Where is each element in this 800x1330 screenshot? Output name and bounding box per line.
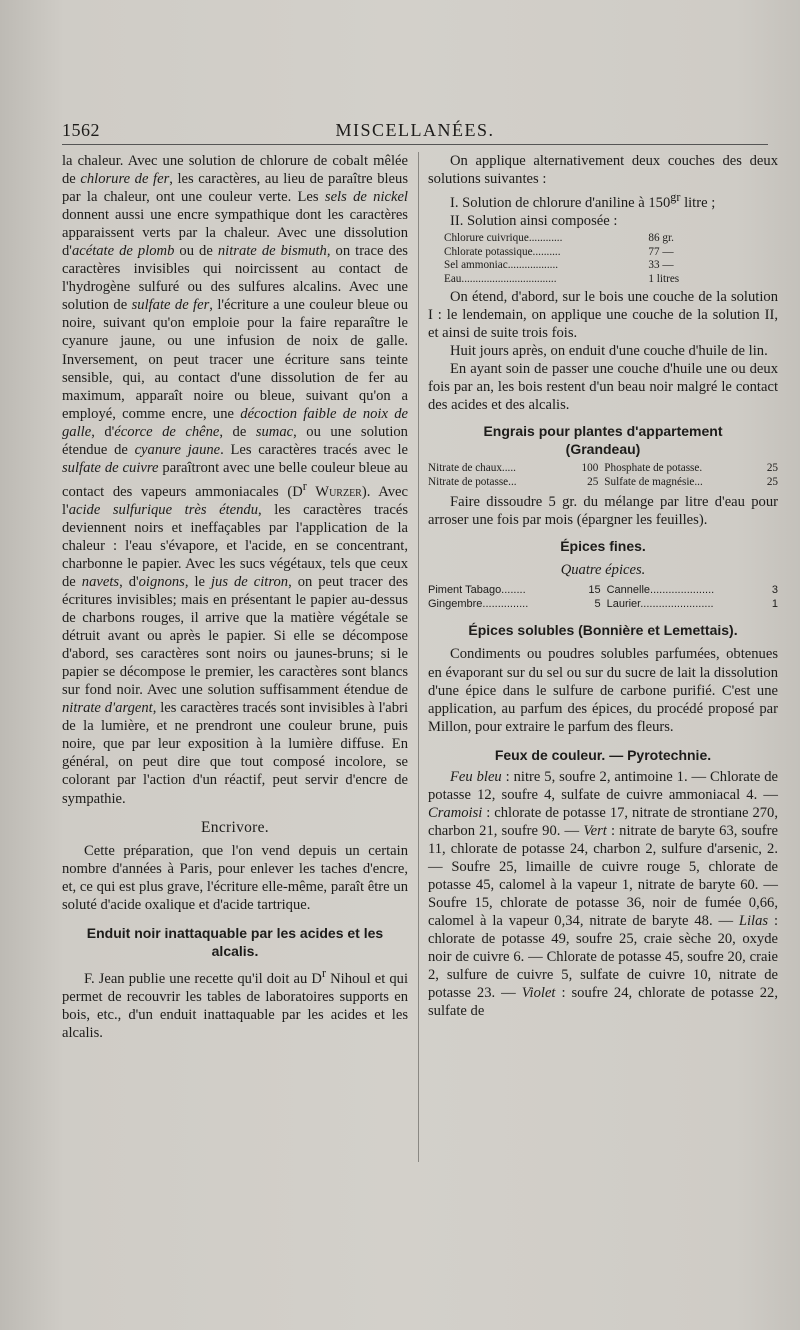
paragraph-sympathetic-inks (62, 152, 408, 808)
section-heading-epices-solubles: Épices solubles (Bonnière et Lemettais). (468, 622, 738, 639)
text-run: , de (219, 423, 256, 440)
text-run-italic: nitrate d'argent (62, 700, 153, 717)
ingredient-name: Eau.................................. (444, 272, 557, 285)
ingredient-qty: 3 (771, 584, 778, 597)
superscript: r (321, 965, 327, 980)
ingredient-name: Sel ammoniac.................. (444, 259, 559, 272)
text-run: , l'écriture a une couleur bleue ou noire, suivant qu'on emploie pour la faire reparaître le cyanure jaune, ou une infusion de noix de galle. Inversement, on peut tracer une écriture sans teinte sensible, qui, au contact d'une dissolution de fer au maximum, apparaît noire ou bleue, suivant qu'on a employé, comme encre, une (62, 297, 409, 422)
paragraph-enduit (62, 964, 408, 1042)
ingredient-qty: 33 — (648, 259, 674, 272)
right-column (428, 152, 778, 1020)
superscript: gr (670, 190, 681, 205)
ingredient-name: Nitrate de potasse... (428, 475, 517, 488)
table-row (444, 232, 704, 246)
section-heading-feux: Feux de couleur. — Pyrotechnie. (494, 746, 712, 763)
text-run-italic: Vert (583, 822, 607, 839)
section-heading-engrais-author: (Grandeau) (565, 441, 641, 458)
ingredient-qty: 15 (588, 584, 601, 597)
page-header (62, 118, 768, 145)
recipe-table (444, 232, 704, 286)
text-run: : chlorate de potasse 49, soufre 25, craie sèche 20, oxyde noir de cuivre 6. — Chlorate de potasse 45, soufre 20, craie 2, sulfure de cuivre 5, sulfate de cuivre 10, nitrate de potasse 23. — (428, 913, 778, 1002)
section-heading-encrivore: Encrivore. (201, 818, 269, 836)
text-run: , le (184, 573, 211, 590)
text-run: , ou une solution étendue de (62, 423, 408, 458)
text-run-italic: chlorure de fer (80, 171, 170, 188)
text-run: , on peut tracer des écritures invisibles; mais en présentant le papier au-dessus de charbons rouges, il arrive que la matière végétale se détruit avant ou après le papier. Si elle se décompose d'abord, ses caractères sont noirs ou jaunes-bruns; si le papier se décompose le premier, les caractères sont blancs sur fond noir. Avec une solution suffisamment étendue de (62, 573, 408, 699)
ingredient-qty: 100 (581, 462, 599, 475)
ingredient-qty: 25 (766, 462, 778, 475)
text-run-italic: sels de nickel (324, 189, 408, 206)
ingredient-qty: 77 — (648, 245, 674, 258)
text-run: la chaleur. Avec une solution de chlorure de cobalt mêlée de (62, 153, 408, 188)
ingredient-qty: 25 (587, 475, 599, 488)
column-divider (418, 152, 419, 1162)
paragraph-application: On applique alternativement deux couches des deux solutions suivantes : (428, 153, 778, 188)
solution-two: II. Solution ainsi composée : (450, 213, 618, 229)
ingredient-name: Gingembre............... (428, 597, 529, 610)
ingredient-qty: 86 gr. (648, 232, 674, 245)
text-run-italic: sulfate de fer (131, 297, 210, 314)
ingredient-name: Laurier........................ (606, 597, 714, 610)
text-run: F. Jean publie une recette qu'il doit au D (84, 970, 322, 987)
section-heading-engrais: Engrais pour plantes d'appartement (483, 423, 723, 440)
text-run: : nitre 5, soufre 2, antimoine 1. — Chlorate de potasse 12, soufre 4, sulfate de cuivre ammoniacal 4. — (428, 768, 778, 803)
ingredient-name: Sulfate de magnésie... (604, 475, 703, 488)
author-name: Wurzer (306, 483, 362, 500)
text-run-italic: sulfate de cuivre (62, 459, 159, 476)
ingredient-qty: 5 (594, 597, 601, 610)
table-row (428, 584, 778, 598)
text-run: , d' (91, 423, 115, 440)
engrais-table (428, 462, 778, 489)
section-heading-epices: Épices fines. (560, 538, 646, 555)
running-title: MISCELLANÉES. (335, 120, 495, 140)
ingredient-name: Chlorure cuivrique............ (444, 232, 563, 245)
text-run: , les caractères, au lieu de paraître bleus par la chaleur, ont une couleur verte. Les (62, 171, 408, 206)
ingredient-qty: 1 (771, 597, 778, 610)
text-run: I. Solution de chlorure d'aniline à 150 (450, 194, 671, 211)
text-run: , on trace des caractères invisibles qui noircissent au contact de l'hydrogène sulfuré ou des sulfures alcalins. Avec une solution de (62, 243, 408, 314)
paragraph-maintenance: En ayant soin de passer une couche d'huile une ou deux fois par an, les bois restent d'un beau noir malgré le contact des acides et des alcalis. (428, 361, 778, 414)
text-run: donnent aussi une encre sympathique dont les caractères apparaissent verts par la chaleur. Avec une dissolution d' (62, 207, 408, 260)
ingredient-name: Piment Tabago........ (428, 584, 526, 597)
table-row (428, 462, 778, 476)
text-run-italic: Cramoisi (428, 804, 483, 821)
text-run: : chlorate de potasse 17, nitrate de strontiane 270, charbon 21, soufre 90. — (428, 804, 778, 839)
text-run-italic: acide sulfurique très étendu (68, 501, 259, 518)
paragraph-condiments: Condiments ou poudres solubles parfumées, obtenues en évaporant sur du sel ou sur du sucre de lait la dissolution d'une épice dans le sulfure de carbone purifié. C'est une application, au parfum des épices, du procédé proposé par Millon, pour extraire le parfum des fleurs. (428, 646, 778, 735)
paragraph-procedure: On étend, d'abord, sur le bois une couche de la solution I : le lendemain, on applique une couche de la solution II, et ainsi de suite trois fois. (428, 289, 778, 342)
ingredient-name: Chlorate potassique.......... (444, 245, 561, 258)
table-row (444, 273, 704, 287)
text-run-italic: Violet (521, 985, 556, 1002)
ingredient-qty: 25 (766, 475, 778, 488)
text-run: Nihoul et qui permet de recouvrir les tables de laboratoires supports en bois, etc., d'un enduit inattaquable par les acides et les alcalis. (62, 970, 408, 1041)
text-run: , les caractères tracés sont invisibles à l'abri de la lumière, et ne prendront une couleur brune, puis noire, que par leur exposition à la lumière diffuse. En général, on peut dire que tout composé incolore, se colorant par l'action d'un réactif, peut servir d'encre de sympathie. (62, 700, 408, 807)
text-run: ). Avec l' (62, 483, 408, 518)
table-row (444, 246, 704, 260)
section-heading-enduit: Enduit noir inattaquable par les acides et les alcalis. (86, 924, 384, 959)
paragraph-oil: Huit jours après, on enduit d'une couche d'huile de lin. (450, 343, 768, 360)
ingredient-name: Nitrate de chaux..... (428, 462, 516, 475)
text-run-italic: sumac (255, 423, 294, 440)
text-run-italic: jus de citron (210, 573, 289, 590)
ingredient-qty: 1 litres (648, 272, 680, 285)
table-row (444, 259, 704, 273)
text-run: , d' (119, 573, 139, 590)
text-run: ou de (174, 243, 218, 260)
text-run-italic: acétate de plomb (71, 243, 175, 260)
text-run-italic: décoction faible de noix de galle (62, 405, 408, 440)
epices-table (428, 584, 778, 611)
ingredient-name: Cannelle..................... (606, 584, 715, 597)
ingredient-name: Phosphate de potasse. (604, 462, 703, 475)
subheading-quatre-epices: Quatre épices. (560, 562, 646, 579)
paragraph-pyrotechnie (428, 768, 778, 1021)
page-number: 1562 (62, 120, 100, 140)
left-column (62, 152, 408, 1042)
text-run: paraîtront avec une belle couleur bleue au contact des vapeurs ammoniacales (D (62, 459, 408, 500)
text-run: : soufre 24, chlorate de potasse 22, sulfate de (428, 985, 778, 1020)
table-row (428, 476, 778, 490)
paragraph-encrivore: Cette préparation, que l'on vend depuis un certain nombre d'années à Paris, pour enlever les taches d'encre, et, ce qui est plus grave, l'écriture elle-même, paraît être un soluté d'acide oxalique et d'acide tartrique. (62, 842, 408, 913)
text-run-italic: Feu bleu (450, 768, 502, 785)
table-row (428, 598, 778, 612)
superscript: r (302, 478, 307, 493)
text-run-italic: cyanure jaune (134, 441, 221, 458)
text-run-italic: nitrate de bismuth (217, 243, 327, 260)
text-run: litre ; (680, 194, 716, 211)
text-run-italic: écorce de chêne (114, 423, 220, 440)
text-run: : nitrate de baryte 63, soufre 11, chlorate de potasse 24, charbon 2, sulfure d'arsenic, 2. — Soufre 25, limaille de cuivre rouge 5, chlorate de potasse 45, calomel à la vapeur 1, nitrate de baryte 60. — Soufre 15, chlorate de potasse 36, noir de fumée 0,66, calomel à la vapeur 0,34, nitrate de baryte 48. — (428, 822, 779, 930)
text-run-italic: navets (81, 573, 120, 590)
text-run-italic: oignons (138, 573, 185, 590)
text-run: , les caractères tracés deviennent noirs et ineffaçables par l'application de la chaleur : l'eau s'évapore, et l'acide, en se concentrant, charbonne le papier. Avec les sucs végétaux, tels que ceux de (62, 501, 408, 590)
paragraph-dosage: Faire dissoudre 5 gr. du mélange par litre d'eau pour arroser une fois par mois (épargner les feuilles). (428, 494, 778, 529)
text-run-italic: Lilas (738, 913, 769, 930)
solution-one (428, 188, 778, 212)
text-run: . Les caractères tracés avec le (220, 441, 408, 458)
